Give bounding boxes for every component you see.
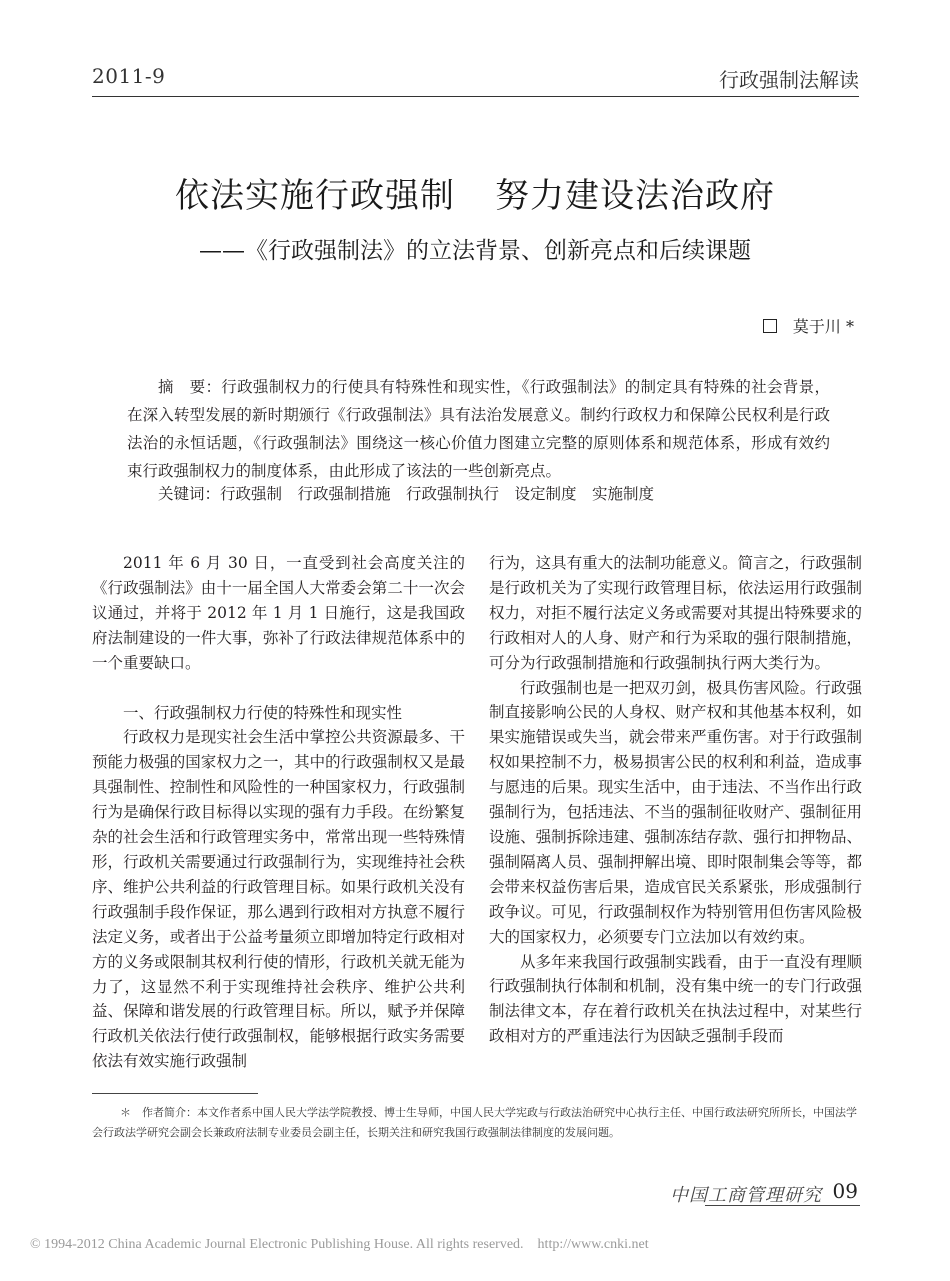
article-title (0, 168, 950, 217)
section-heading: 一、行政强制权力行使的特殊性和现实性 (123, 703, 403, 722)
article-title-part1: 依法实施行政强制 (175, 176, 455, 216)
square-icon (763, 319, 777, 333)
author-name: 莫于川 * (792, 317, 854, 336)
journal-name: 中国工商管理研究 (670, 1185, 822, 1206)
footer-rule (705, 1205, 860, 1206)
footnote-rule (92, 1093, 258, 1094)
right-column (489, 551, 862, 1049)
paragraph: 2011 年 6 月 30 日，一直受到社会高度关注的《行政强制法》由十一届全国人大常委会第二十一次会议通过，并将于 2012 年 1 月 1 日施行，这是我国政府法制建设的一件大事，弥补了行政法律规范体系中的一个重要缺口。 (92, 554, 465, 672)
paragraph: 从多年来我国行政强制实践看，由于一直没有理顺行政强制执行体制和机制，没有集中统一的专门行政强制法律文本，存在着行政机关在执法过程中，对某些行政相对方的严重违法行为因缺乏强制手段而 (489, 952, 862, 1046)
issue-number: 2011-9 (92, 64, 166, 88)
author-line (763, 314, 854, 337)
paragraph: 行政权力是现实社会生活中掌控公共资源最多、干预能力极强的国家权力之一，其中的行政强制权又是最具强制性、控制性和风险性的一种国家权力，行政强制行为是确保行政目标得以实现的强有力手段。在纷繁复杂的社会生活和行政管理实务中，常常出现一些特殊情形，行政机关需要通过行政强制行为，实现维持社会秩序、维护公共利益的行政管理目标。如果行政机关没有行政强制手段作保证，那么遇到行政相对方执意不履行法定义务，或者出于公益考量须立即增加特定行政相对方的义务或限制其权利行使的情形，行政机关就无能为力了，这显然不利于实现维持社会秩序、维护公共利益、保障和谐发展的行政管理目标。所以，赋予并保障行政机关依法行使行政强制权，能够根据行政实务需要依法有效实施行政强制 (92, 728, 465, 1071)
paragraph: 行为，这具有重大的法制功能意义。简言之，行政强制是行政机关为了实现行政管理目标，依法运用行政强制权力，对拒不履行法定义务或需要对其提出特殊要求的行政相对人的人身、财产和行为采取的强行限制措施，可分为行政强制措施和行政强制执行两大类行为。 (489, 554, 862, 672)
header-rule (92, 96, 859, 97)
copyright-notice: © 1994-2012 China Academic Journal Electronic Publishing House. All rights reserved. http://www.cnki.net (30, 1237, 649, 1252)
left-column (92, 551, 465, 1074)
page-number: 09 (832, 1179, 858, 1203)
section-title: 行政强制法解读 (719, 68, 859, 92)
article-subtitle: ——《行政强制法》的立法背景、创新亮点和后续课题 (199, 238, 751, 264)
footnote: ＊ 作者简介：本文作者系中国人民大学法学院教授、博士生导师，中国人民大学宪政与行政法治研究中心执行主任、中国行政法研究所所长，中国法学会行政法学研究会副会长兼政府法制专业委员会副主任，长期关注和研究我国行政强制法律制度的发展问题。 (92, 1106, 857, 1139)
abstract: 摘 要：行政强制权力的行使具有特殊性和现实性，《行政强制法》的制定具有特殊的社会背景，在深入转型发展的新时期颁行《行政强制法》具有法治发展意义。制约行政权力和保障公民权利是行政法治的永恒话题，《行政强制法》围绕这一核心价值力图建立完整的原则体系和规范体系，形成有效约束行政强制权力的制度体系，由此形成了该法的一些创新亮点。 (127, 378, 830, 480)
keywords: 关键词：行政强制 行政强制措施 行政强制执行 设定制度 实施制度 (158, 485, 655, 503)
paragraph: 行政强制也是一把双刃剑，极具伤害风险。行政强制直接影响公民的人身权、财产权和其他基本权利，如果实施错误或失当，就会带来严重伤害。对于行政强制权如果控制不力，极易损害公民的权利和利益，造成事与愿违的后果。现实生活中，由于违法、不当作出行政强制行为，包括违法、不当的强制征收财产、强制征用设施、强制拆除违建、强制冻结存款、强行扣押物品、强制隔离人员、强制押解出境、即时限制集会等等，都会带来权益伤害后果，造成官民关系紧张，形成强制行政争议。可见，行政强制权作为特别管用但伤害风险极大的国家权力，必须要专门立法加以有效约束。 (489, 678, 862, 946)
article-title-part2: 努力建设法治政府 (495, 176, 775, 216)
